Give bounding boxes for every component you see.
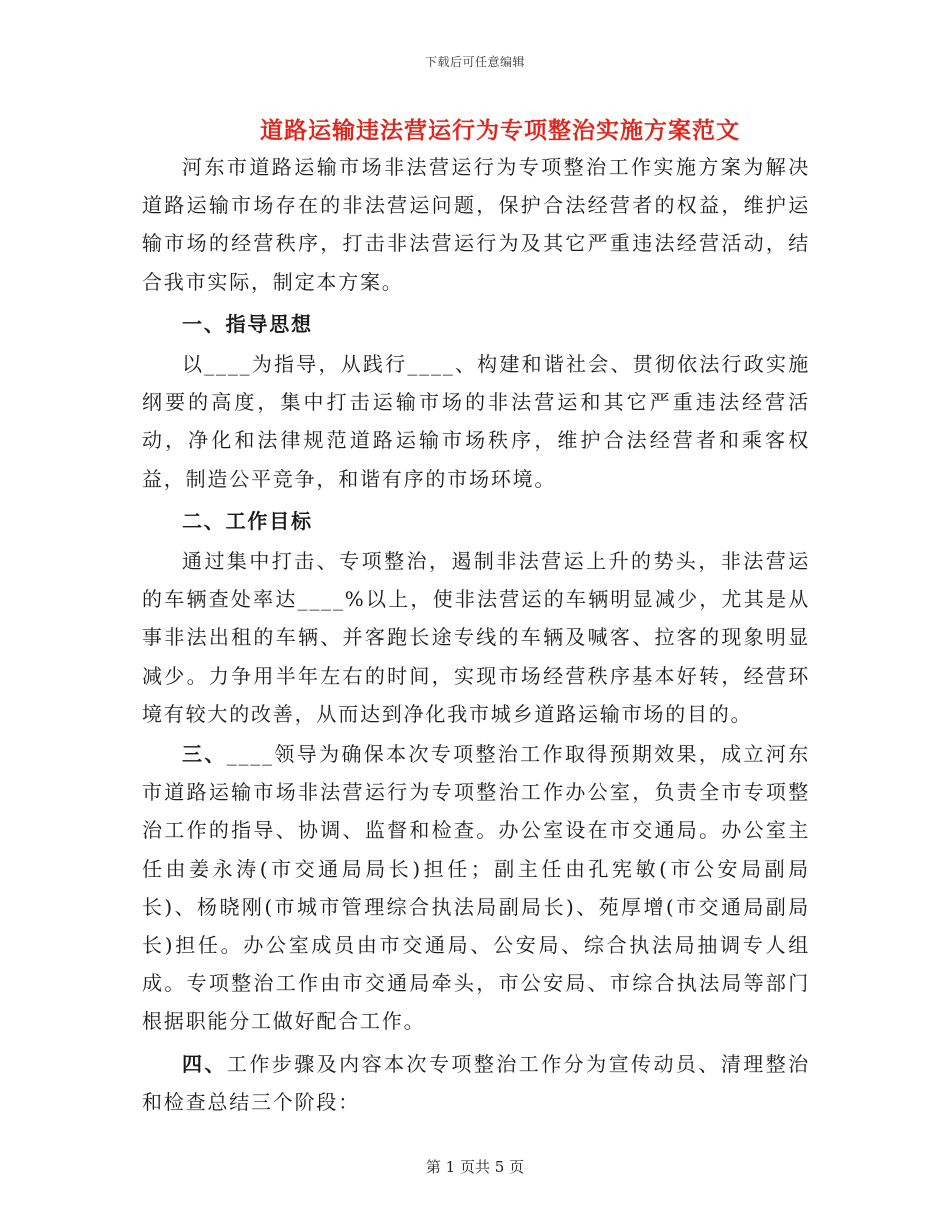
section3-paragraph — [142, 735, 810, 1041]
intro-paragraph: 河东市道路运输市场非法营运行为专项整治工作实施方案为解决道路运输市场存在的非法营运问题，保护合法经营者的权益，维护运输市场的经营秩序，打击非法营运行为及其它严重违法经营活动，结合我市实际，制定本方案。 — [142, 155, 810, 294]
section1-paragraph: 以____为指导，从践行____、构建和谐社会、贯彻依法行政实施纲要的高度，集中打击运输市场的非法营运和其它严重违法经营活动，净化和法律规范道路运输市场秩序，维护合法经营者和乘客权益，制造公平竞争，和谐有序的市场环境。 — [142, 352, 810, 491]
section1-heading: 一、指导思想 — [182, 311, 313, 336]
section4-lead: 四、 — [182, 1051, 227, 1076]
section4-text: 工作步骤及内容本次专项整治工作分为宣传动员、清理整治和检查总结三个阶段： — [142, 1051, 810, 1114]
document-title: 道路运输违法营运行为专项整治实施方案范文 — [260, 118, 740, 144]
section4-paragraph — [142, 1045, 810, 1121]
section3-lead: 三、 — [182, 742, 227, 767]
header-note: 下载后可任意编辑 — [424, 55, 525, 69]
section3-text: ____领导为确保本次专项整治工作取得预期效果，成立河东市道路运输市场非法营运行为专项整治工作办公室，负责全市专项整治工作的指导、协调、监督和检查。办公室设在市交通局。办公室主任由姜永涛(市交通局局长)担任；副主任由孔宪敏(市公安局副局长)、杨晓刚(市城市管理综合执法局副局长)、苑厚增(市交通局副局长)担任。办公室成员由市交通局、公安局、综合执法局抽调专人组成。专项整治工作由市交通局牵头，市公安局、市综合执法局等部门根据职能分工做好配合工作。 — [142, 742, 810, 1034]
document-body — [142, 148, 810, 1121]
section2-heading: 二、工作目标 — [182, 508, 313, 533]
section2-paragraph: 通过集中打击、专项整治，遏制非法营运上升的势头，非法营运的车辆查处率达____%以上，使非法营运的车辆明显减少，尤其是从事非法出租的车辆、并客跑长途专线的车辆及喊客、拉客的现象明显减少。力争用半年左右的时间，实现市场经营秩序基本好转，经营环境有较大的改善，从而达到净化我市城乡道路运输市场的目的。 — [142, 549, 810, 726]
page-number: 第 1 页共 5 页 — [425, 1158, 525, 1176]
